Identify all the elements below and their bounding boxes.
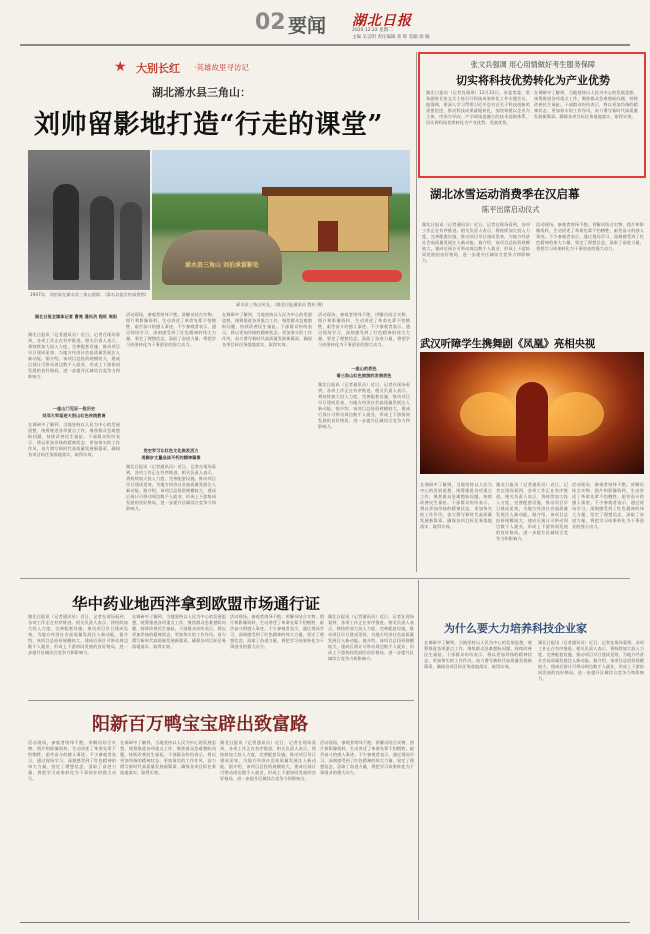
feature-kicker: 湖北浠水县三角山： — [152, 86, 251, 99]
dancer-fan-left — [460, 392, 516, 436]
editor-line: 主编 吴志明 责任编辑 邓 辉 美编 徐 雁 — [352, 35, 430, 40]
feature-subhead-2: 党史学习让红色文化焕发活力 — [143, 448, 199, 453]
historic-photo — [28, 150, 150, 290]
box-body-right: 在调研中了解到，当地坚持以人民为中心的发展思想，统筹推进各项重点工作，聚焦群众急难愁盼问题，持续改善民生福祉。干部群众纷纷表示，将以更加昂扬的精神状态、更加务实的工作作风，奋力谱写新时代高质量发展新篇章，确保各项目标任务落地落实、取得实效。 — [534, 90, 638, 119]
soldier-figure-3 — [120, 202, 142, 280]
feature-headline: 刘帅留影地打造“行走的课堂” — [34, 110, 383, 140]
pharma-body-1: 湖北日报讯（记者通讯员）近日，记者在现场看到，各项工作正在有序推进。相关负责人表示，将持续加大投入力度，完善配套设施，推动项目早日建成见效，为地方经济社会高质量发展注入新动能。据介绍，该项目总投资规模较大，建成后预计可带动周边数千人就业，形成上下游协同发展的良好格局，进一步提升区域综合竞争力和影响力。 — [28, 614, 128, 655]
soldier-figure-1 — [53, 184, 79, 280]
building-door — [318, 221, 338, 251]
enterprise-body-right: 湖北日报讯（记者通讯员）近日，记者在现场看到，各项工作正在有序推进。相关负责人表示，将持续加大投入力度，完善配套设施，推动项目早日建成见效，为地方经济社会高质量发展注入新动能。据介绍，该项目总投资规模较大，建成后预计可带动周边数千人就业，形成上下游协同发展的良好格局，进一步提升区域综合竞争力和影响力。 — [538, 640, 644, 681]
photo-caption-right: 浠水县三角山风光。（湖北日报通讯员 程旺 摄） — [236, 302, 326, 307]
ice-headline: 湖北冰雪运动消费季在汉启幕 — [430, 187, 580, 201]
ice-subhead: 陈平出席启动仪式 — [482, 205, 540, 214]
feature-subhead-2b: 用脚步丈量品读不朽的精神篇章 — [141, 455, 201, 460]
feature-subhead-1b: 刘邓大军留迹大别山红色传统教育 — [42, 413, 106, 418]
duck-body-2: 在调研中了解到，当地坚持以人民为中心的发展思想，统筹推进各项重点工作，聚焦群众急难愁盼问题，持续改善民生福祉。干部群众纷纷表示，将以更加昂扬的精神状态、更加务实的工作作风，奋力谱写新时代高质量发展新篇章，确保各项目标任务落地落实、取得实效。 — [120, 740, 216, 775]
page-number: 02 — [255, 10, 286, 35]
series-title: 大别长红 — [136, 62, 180, 75]
enterprise-headline: 为什么要大力培养科技企业家 — [444, 622, 587, 635]
footer-rule — [20, 922, 630, 923]
soldier-figure-2 — [90, 196, 114, 280]
memorial-building — [267, 194, 389, 252]
date-line: 2020.12.22 星期二 — [352, 28, 393, 33]
masthead-rule — [20, 44, 630, 46]
bottom-column-divider — [418, 580, 419, 920]
feature-col-1-top: 湖北日报讯（记者通讯员）近日，记者在现场看到，各项工作正在有序推进。相关负责人表示，将持续加大投入力度，完善配套设施，推动项目早日建成见效，为地方经济社会高质量发展注入新动能。据介绍，该项目总投资规模较大，建成后预计可带动周边数千人就业，形成上下游协同发展的良好格局，进一步提升区域综合竞争力和影响力。 — [28, 332, 120, 379]
opera-photo — [420, 352, 644, 474]
section-title: 要闻 — [288, 15, 327, 37]
opera-headline: 武汉听障学生携舞剧《凤凰》亮相央视 — [420, 338, 596, 350]
pharma-body-4: 湖北日报讯（记者通讯员）近日，记者在现场看到，各项工作正在有序推进。相关负责人表示，将持续加大投入力度，完善配套设施，推动项目早日建成见效，为地方经济社会高质量发展注入新动能。据介绍，该项目总投资规模较大，建成后预计可带动周边数千人就业，形成上下游协同发展的良好格局，进一步提升区域综合竞争力和影响力。 — [328, 614, 414, 661]
paper-logo: 湖北日报 — [352, 13, 412, 29]
opera-body-2: 湖北日报讯（记者通讯员）近日，记者在现场看到，各项工作正在有序推进。相关负责人表示，将持续加大投入力度，完善配套设施，推动项目早日建成见效，为地方经济社会高质量发展注入新动能。据介绍，该项目总投资规模较大，建成后预计可带动周边数千人就业，形成上下游协同发展的良好格局，进一步提升区域综合竞争力和影响力。 — [496, 482, 568, 541]
feature-subhead-3: 一座山的底色 — [351, 366, 377, 371]
feature-col-3: 在调研中了解到，当地坚持以人民为中心的发展思想，统筹推进各项重点工作，聚焦群众急难愁盼问题，持续改善民生福祉。干部群众纷纷表示，将以更加昂扬的精神状态、更加务实的工作作风，奋力谱写新时代高质量发展新篇章，确保各项目标任务落地落实、取得实效。 — [222, 312, 312, 347]
series-banner — [110, 58, 410, 78]
bottom-left-divider — [28, 700, 414, 701]
feature-body — [28, 312, 412, 552]
scenic-photo — [152, 150, 410, 300]
ice-body-left: 湖北日报讯（记者通讯员）近日，记者在现场看到，各项工作正在有序推进。相关负责人表示，将持续加大投入力度，完善配套设施，推动项目早日建成见效，为地方经济社会高质量发展注入新动能。据介绍，该项目总投资规模较大，建成后预计可带动周边数千人就业，形成上下游协同发展的良好格局，进一步提升区域综合竞争力和影响力。 — [422, 222, 530, 263]
column-divider — [416, 52, 417, 572]
feature-col-2: 活动现场，参观者络绎不绝。讲解员结合实物、图片和影像资料，生动讲述了革命先辈不怕牺牲、艰苦奋斗的感人事迹。不少参观者表示，通过现场学习，深刻感受到了红色精神的伟大力量，坚定了理想信念，汲取了奋进力量，将把学习成果转化为干事创业的强大动力。 — [126, 312, 216, 347]
duck-body-3: 湖北日报讯（记者通讯员）近日，记者在现场看到，各项工作正在有序推进。相关负责人表示，将持续加大投入力度，完善配套设施，推动项目早日建成见效，为地方经济社会高质量发展注入新动能。据介绍，该项目总投资规模较大，建成后预计可带动周边数千人就业，形成上下游协同发展的良好格局，进一步提升区域综合竞争力和影响力。 — [220, 740, 316, 781]
duck-body-4: 活动现场，参观者络绎不绝。讲解员结合实物、图片和影像资料，生动讲述了革命先辈不怕牺牲、艰苦奋斗的感人事迹。不少参观者表示，通过现场学习，深刻感受到了红色精神的伟大力量，坚定了理想信念，汲取了奋进力量，将把学习成果转化为干事创业的强大动力。 — [320, 740, 414, 775]
opera-body-1: 在调研中了解到，当地坚持以人民为中心的发展思想，统筹推进各项重点工作，聚焦群众急难愁盼问题，持续改善民生福祉。干部群众纷纷表示，将以更加昂扬的精神状态、更加务实的工作作风，奋力谱写新时代高质量发展新篇章，确保各项目标任务落地落实、取得实效。 — [420, 482, 492, 529]
feature-byline: 湖北日报全媒体记者 曹亮 通讯员 程旺 周阳 — [34, 314, 118, 319]
feature-col-4-bottom: 湖北日报讯（记者通讯员）近日，记者在现场看到，各项工作正在有序推进。相关负责人表示，将持续加大投入力度，完善配套设施，推动项目早日建成见效，为地方经济社会高质量发展注入新动能。据介绍，该项目总投资规模较大，建成后预计可带动周边数千人就业，形成上下游协同发展的良好格局，进一步提升区域综合竞争力和影响力。 — [318, 382, 410, 429]
pharma-body-2: 在调研中了解到，当地坚持以人民为中心的发展思想，统筹推进各项重点工作，聚焦群众急难愁盼问题，持续改善民生福祉。干部群众纷纷表示，将以更加昂扬的精神状态、更加务实的工作作风，奋力谱写新时代高质量发展新篇章，确保各项目标任务落地落实、取得实效。 — [132, 614, 226, 649]
feature-subhead-3b: 看三角山红色旅游的发展底色 — [336, 373, 392, 378]
opera-body-3: 活动现场，参观者络绎不绝。讲解员结合实物、图片和影像资料，生动讲述了革命先辈不怕牺牲、艰苦奋斗的感人事迹。不少参观者表示，通过现场学习，深刻感受到了红色精神的伟大力量，坚定了理想信念，汲取了奋进力量，将把学习成果转化为干事创业的强大动力。 — [572, 482, 644, 529]
red-star-icon: ★ — [114, 59, 127, 75]
dancer-fan-right — [548, 392, 604, 436]
feature-col-4-top: 活动现场，参观者络绎不绝。讲解员结合实物、图片和影像资料，生动讲述了革命先辈不怕牺牲、艰苦奋斗的感人事迹。不少参观者表示，通过现场学习，深刻感受到了红色精神的伟大力量，坚定了理想信念，汲取了奋进力量，将把学习成果转化为干事创业的强大动力。 — [318, 312, 410, 347]
enterprise-body-left: 在调研中了解到，当地坚持以人民为中心的发展思想，统筹推进各项重点工作，聚焦群众急难愁盼问题，持续改善民生福祉。干部群众纷纷表示，将以更加昂扬的精神状态、更加务实的工作作风，奋力谱写新时代高质量发展新篇章，确保各项目标任务落地落实、取得实效。 — [424, 640, 532, 669]
photo-caption-left: 1947年，刘伯承在浠水县三角山留影。（浠水县委宣传部供图） — [30, 292, 149, 297]
duck-body-1: 活动现场，参观者络绎不绝。讲解员结合实物、图片和影像资料，生动讲述了革命先辈不怕牺牲、艰苦奋斗的感人事迹。不少参观者表示，通过现场学习，深刻感受到了红色精神的伟大力量，坚定了理想信念，汲取了奋进力量，将把学习成果转化为干事创业的强大动力。 — [28, 740, 116, 781]
ice-body-right: 活动现场，参观者络绎不绝。讲解员结合实物、图片和影像资料，生动讲述了革命先辈不怕牺牲、艰苦奋斗的感人事迹。不少参观者表示，通过现场学习，深刻感受到了红色精神的伟大力量，坚定了理想信念，汲取了奋进力量，将把学习成果转化为干事创业的强大动力。 — [536, 222, 644, 251]
box-headline: 切实将科技优势转化为产业优势 — [456, 74, 610, 87]
box-body-left: 湖北日报讯（记者肖丽琼）12月21日，省委常委、常务副省长张文兵主持召开科技成果转化工作专题会议。他强调，要深入学习贯彻习近平总书记关于科技创新的重要论述，推动科技成果就地转化，加快构建以企业为主体、市场为导向、产学研深度融合的技术创新体系，切实将科技优势转化为产业优势、发展优势。 — [426, 90, 530, 125]
duck-headline: 阳新百万鸭宝宝辟出致富路 — [92, 714, 308, 735]
masthead — [0, 0, 650, 50]
pharma-body-3: 活动现场，参观者络绎不绝。讲解员结合实物、图片和影像资料，生动讲述了革命先辈不怕牺牲、艰苦奋斗的感人事迹。不少参观者表示，通过现场学习，深刻感受到了红色精神的伟大力量，坚定了理想信念，汲取了奋进力量，将把学习成果转化为干事创业的强大动力。 — [230, 614, 324, 649]
building-roof — [262, 187, 392, 196]
pharma-headline: 华中药业地西泮拿到欧盟市场通行证 — [72, 594, 321, 613]
feature-subhead-1: 一座山门见证一段历史 — [52, 406, 96, 411]
series-subtitle: ·英雄故里寻访记 — [194, 63, 249, 72]
monument-inscription: 浠水县三角山 刘伯承留影处 — [184, 262, 260, 269]
monument-stone — [162, 230, 282, 285]
flower-bed — [302, 270, 402, 282]
horizontal-divider — [20, 578, 630, 579]
highlighted-article-box — [418, 52, 646, 178]
feature-col-1-bottom: 在调研中了解到，当地坚持以人民为中心的发展思想，统筹推进各项重点工作，聚焦群众急难愁盼问题，持续改善民生福祉。干部群众纷纷表示，将以更加昂扬的精神状态、更加务实的工作作风，奋力谱写新时代高质量发展新篇章，确保各项目标任务落地落实、取得实效。 — [28, 422, 120, 457]
feature-col-2-bottom: 湖北日报讯（记者通讯员）近日，记者在现场看到，各项工作正在有序推进。相关负责人表示，将持续加大投入力度，完善配套设施，推动项目早日建成见效，为地方经济社会高质量发展注入新动能。据介绍，该项目总投资规模较大，建成后预计可带动周边数千人就业，形成上下游协同发展的良好格局，进一步提升区域综合竞争力和影响力。 — [126, 464, 216, 511]
dancer-figure — [516, 382, 548, 462]
box-kicker: 张文兵强调 用心用情做好考生服务保障 — [470, 60, 596, 69]
